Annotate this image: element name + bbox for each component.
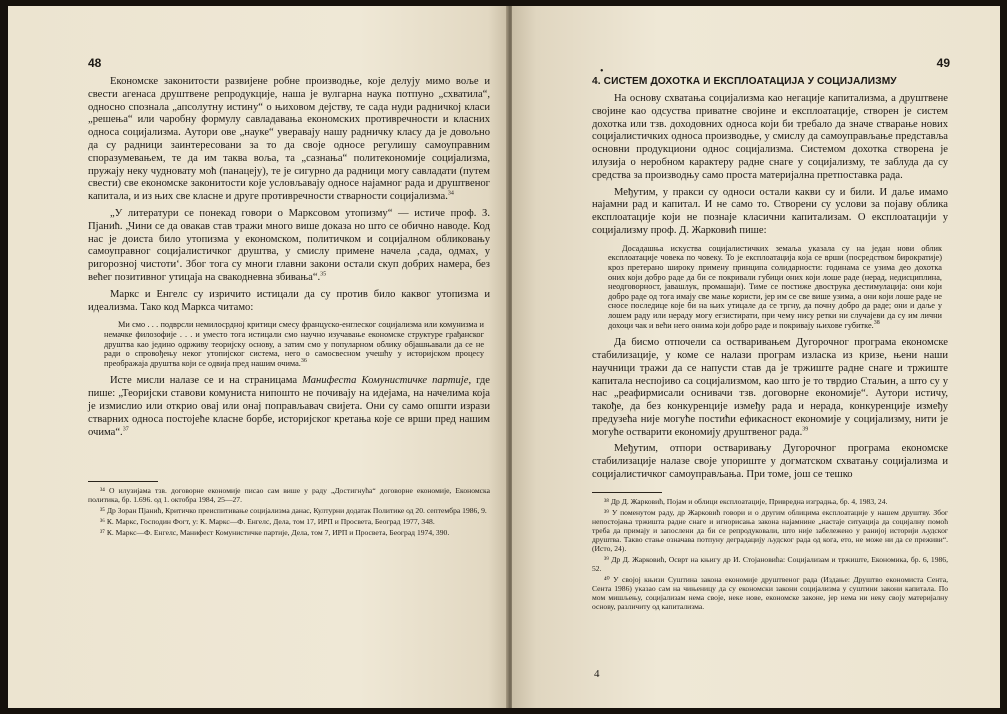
footnote: ³⁹ У поменутом раду, др Жарковић говори и о другим облицима експлоатације у нашем друштву. Због непостојања тржишта радне снаге и игнорисања закона најамнине „настаје ситуација да социјалну помоћ треба да примају и запослени да би се репродуковали, што није забележено у ранијој историји људског друштва. Такво стање означава потпуну деградацију људског рада од кога, ето, не може ни да се преживи“. (Исто, 24). bbox=[592, 507, 948, 553]
paragraph: Да бисмо отпочели са остваривањем Дугорочног програма економске стабилизације, у коме се налази програм изласка из кризе, њени наши научници тражи да се напусти став да је тржиште радне снаге и тржиште капитала неспојиво са социјализмом, као што је то тврдио Стаљин, а што су у нас „реафирмисали оснивачи тзв. договорне економије“. Аутори истичу, такође, да без конкуренције између рада и нерада, конкуренције између предузећа није могуће постићи ефикасност економије у социјализму, нити је могуће остварити економију друштвеног рада.$^{39}$ bbox=[592, 337, 948, 438]
right-body bbox=[592, 93, 948, 238]
paragraph: Исте мисли налазе се и на страницама Манифеста Комунистичке партије, где пише: „Теоријски ставови комуниста нипошто не почивају на идејама, на начелима која је измислио или открио овај или онај поправљавач свијета. Они су само општи изрази стварних односа постојеће класне борбе, историјског кретања које се врши пред нашим очима“.$^{37}$ bbox=[88, 375, 490, 438]
paragraph: Маркс и Енгелс су изричито истицали да су против било каквог утопизма и идеализма. Тако код Маркса читамо: bbox=[88, 288, 490, 313]
section-heading: 4. СИСТЕМ ДОХОТКА И ЕКСПЛОАТАЦИЈА У СОЦИЈАЛИЗМУ bbox=[592, 76, 897, 87]
paragraph: „У литератури се понекад говори о Марксовом утопизму“ — истиче проф. З. Пјанић. „Чини се да овакав став тражи много више доказа но што се обично наводе. Код нас је доиста било утопизма у економском, политичком и социјалном обликовању самоуправног социјалистичког друштва, у смислу примене начела ,сада, одмах, у ригорозној чистоти‘. Због тога су многи главни закони остали скуп добрих намера, без већег позитивног утицаја на свакодневна збивања“.$^{35}$ bbox=[88, 207, 490, 283]
footnotes bbox=[592, 497, 948, 611]
paragraph: Економске законитости развијене робне производње, које делују мимо воље и свести агенаса друштвене репродукције, наша је вулгарна наука потпуно „схватила“, односно спознала „апсолутну истину“ о њиховом дејству, те сада нуди радничкој класи „решења“ или чаробну формулу савладавања економских противречности и класних односа социјализма. Аутори ове „науке“ уверавају нашу радничку класу да је довољно да су радници заинтересовани за то да своје односе регулишу самоуправним споразумевањем, те да им таква воља, та „сазнања“ политекономије социјализма, пружају неку чудновату моћ (панацеју), те је сигурно да радници могу савладати (путем свести) све економске законитости које условљавају односе најамног рада и друштвеног капитала, и из њих све класне и друге противречности стварности социјализма.$^{34}$ bbox=[88, 76, 490, 203]
footnote: ³⁷ К. Маркс—Ф. Енгелс, Манифест Комунистичке партије, Дела, том 7, ИРП и Просвета, Београд 1974, 390. bbox=[100, 528, 450, 538]
left-body bbox=[88, 76, 490, 314]
left-body-closing bbox=[88, 375, 490, 439]
footnote: ³⁴ О илузијама тзв. договорне економије писао сам више у раду „Достигнућа“ договорне економије, Економска политика, бр. 1.696. од 1. октобра 1984, 25—27. bbox=[88, 486, 490, 505]
footnote-rule bbox=[592, 492, 662, 493]
footnote-rule bbox=[88, 481, 158, 482]
paragraph: Међутим, отпори остваривању Дугорочног програма економске стабилизације налазе своје упориште у догматском схватању социјализма и социјалистичког самоуправљања. При томе, још се тешко bbox=[592, 443, 948, 481]
right-page bbox=[512, 6, 1000, 708]
page-number-right: 49 bbox=[936, 56, 950, 70]
footnote: ³⁸ Др Д. Жарковић, Појам и облици експлоатације, Привредна изградња, бр. 4, 1983, 24. bbox=[604, 496, 888, 506]
paragraph: Међутим, у пракси су односи остали какви су и били. И даље имамо најамни рад и капитал. И не само то. Створени су услови за појаву облика експлоатације који не познаје класични капитализам. О експлоатацији у социјализму проф. Д. Жарковић пише: bbox=[592, 186, 948, 236]
left-page bbox=[8, 6, 508, 708]
footnote: ³⁹ Др Д. Жарковић, Осврт на књигу др И. Стојановића: Социјализам и тржиште, Економика, бр. 6, 1986, 52. bbox=[592, 554, 948, 573]
paragraph: На основу схватања социјализма као негације капитализма, а друштвене својине као одсуства приватне својине и експлоатације, створен је систем дохотка или тзв. доходовних односа који би требало да значе стварање нових социјалистичких односа производње, у смислу да самоуправљање представља основни продукциони однос социјализма. Системом дохотка створена је илузија о неробном карактеру радне снаге у социјализму, те заблуда да су средства за производњу само проста материјална претпоставка рада. bbox=[592, 93, 948, 181]
footnote: ³⁵ Др Зоран Пјанић, Критичко преиспитивање социјализма данас, Културни додатак Политике од 20. септембра 1986, 9. bbox=[100, 506, 487, 516]
page-number-left: 48 bbox=[88, 56, 102, 70]
block-quote: Ми смо . . . подврсли немилосрдној критици смесу француско-енглеског социјализма или комунизма и немачке филозофије . . . и уместо тога истицали смо научно изучавање економске структуре грађанског друштва као једино одрживу теоријску основу, а затим смо у популарном облику објашњавали да се не ради о спровођењу неког утопијског система, него о самосвесном учешћу у историјском процесу преображаја друштва који се одвија пред нашим очима.$^{36}$ bbox=[104, 320, 484, 368]
footer-page-number: 4 bbox=[594, 668, 600, 680]
footnote: ⁴⁰ У својој књизи Суштина закона економије друштвеног рада (Издање: Друштво економиста Сента, Сента 1986) указао сам на чињеницу да су економски закони социјализма у суштини закони капитала. По мом мишљењу, социјализам нема своје, некe нове, економске законе, јер нема ни неку своју материјалну основу, различиту од капитализма. bbox=[592, 574, 948, 611]
block-quote: Досадашња искуства социјалистичких земаља указала су на један нови облик експлоатације човека по човеку. То је експлоатација која се врши (посредством бирократије) кроз претерано широку примену принципа солидарности: годинама се узима део дохотка оних који добро раде да би се покривали губици оних који лоше раде (нерад, недисциплина, неодговорност, јавашлук, промашаји). Тиме се постиже двострука дестимулација: они који добро раде од тога имају све мање користи, јер им се све више узима, а они који лоше раде не сносе последице које би на њих утицале да се тргну, да почну добро да раде; они и даље у лошем раду или нераду могу егзистирати, при чему нису ретки ни случајеви да су им лични дохоци чак и већи него онима који добро раде и покривају њихове губитке.$^{38}$ bbox=[608, 243, 942, 330]
footnotes bbox=[88, 486, 490, 537]
right-body-continued bbox=[592, 337, 948, 482]
ink-mark-icon: • bbox=[600, 66, 604, 77]
footnote: ³⁶ К. Маркс, Господин Фогт, у: К. Маркс—Ф. Енгелс, Дела, том 17, ИРП и Просвета, Београд 1977, 348. bbox=[100, 517, 435, 527]
